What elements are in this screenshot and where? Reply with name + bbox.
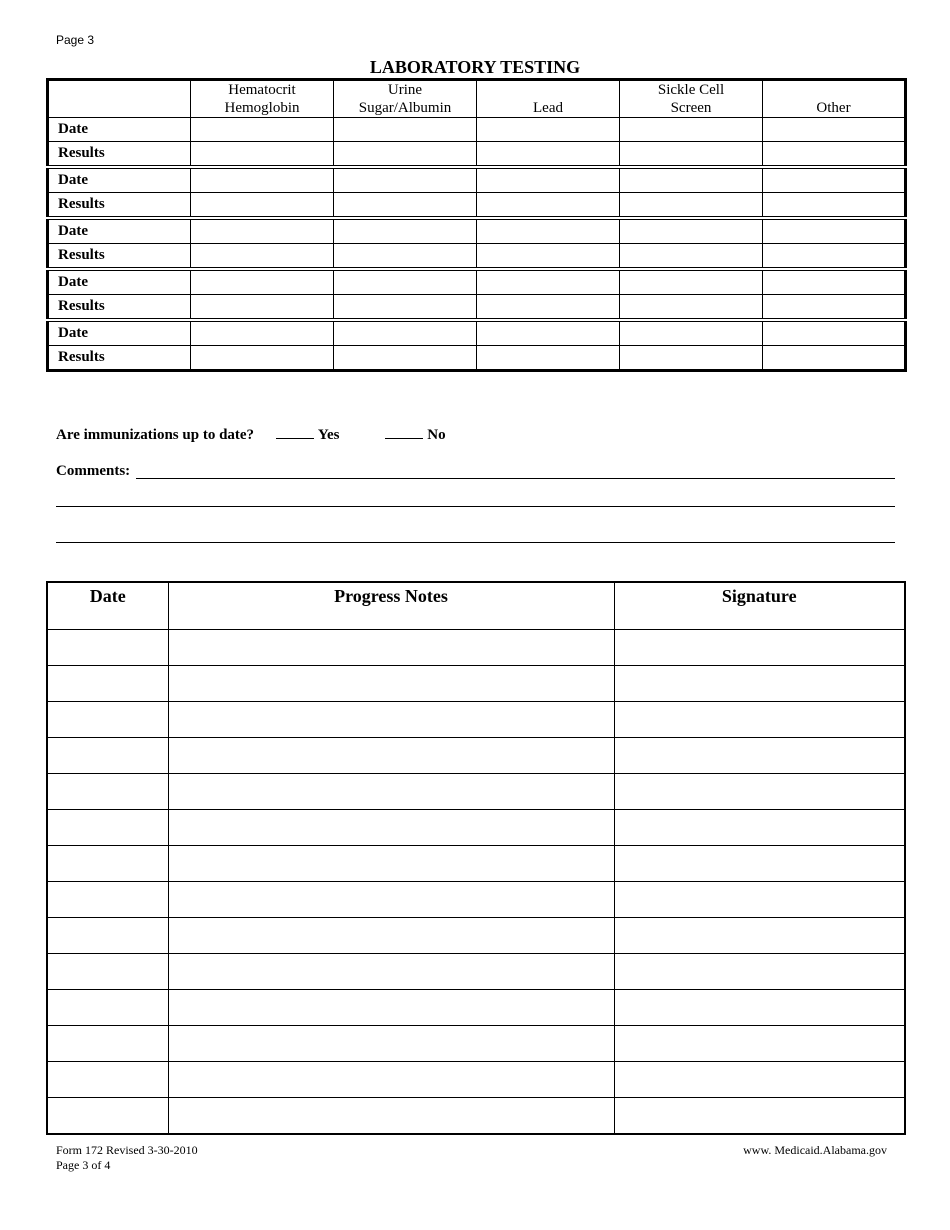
- lab-date-cell[interactable]: [191, 269, 334, 295]
- notes-row: [47, 1062, 905, 1098]
- comments-line-1[interactable]: [136, 478, 895, 479]
- immunizations-no-blank[interactable]: [385, 426, 423, 439]
- lab-results-label: Results: [48, 193, 191, 219]
- notes-header-signature: Signature: [614, 582, 905, 630]
- lab-results-label: Results: [48, 346, 191, 371]
- comments-label: Comments:: [56, 463, 131, 479]
- notes-date-cell[interactable]: [47, 954, 168, 990]
- comments-line-2[interactable]: [56, 506, 895, 507]
- notes-signature-cell[interactable]: [614, 882, 905, 918]
- footer-page-number: Page 3 of 4: [56, 1158, 111, 1172]
- lab-results-cell[interactable]: [191, 193, 334, 219]
- lab-header-hematocrit: Hematocrit Hemoglobin: [191, 80, 334, 118]
- notes-signature-cell[interactable]: [614, 1098, 905, 1135]
- notes-header-progress-notes: Progress Notes: [168, 582, 614, 630]
- notes-date-cell[interactable]: [47, 630, 168, 666]
- notes-row: [47, 882, 905, 918]
- lab-date-row: [48, 218, 906, 244]
- lab-results-row: [48, 295, 906, 321]
- immunizations-yes-label: Yes: [317, 427, 340, 443]
- notes-row: [47, 846, 905, 882]
- notes-date-cell[interactable]: [47, 1026, 168, 1062]
- lab-date-cell[interactable]: [477, 269, 620, 295]
- comments-line-3[interactable]: [56, 542, 895, 543]
- notes-row: [47, 666, 905, 702]
- notes-date-cell[interactable]: [47, 990, 168, 1026]
- lab-date-cell[interactable]: [334, 320, 477, 346]
- lab-results-cell[interactable]: [334, 295, 477, 321]
- notes-signature-cell[interactable]: [614, 666, 905, 702]
- lab-date-cell[interactable]: [477, 218, 620, 244]
- notes-signature-cell[interactable]: [614, 918, 905, 954]
- lab-date-row: [48, 167, 906, 193]
- lab-results-cell[interactable]: [191, 346, 334, 371]
- lab-date-cell[interactable]: [763, 118, 906, 142]
- notes-date-cell[interactable]: [47, 774, 168, 810]
- lab-date-cell[interactable]: [334, 269, 477, 295]
- immunizations-no-label: No: [427, 427, 446, 443]
- lab-results-cell[interactable]: [620, 346, 763, 371]
- notes-row: [47, 702, 905, 738]
- notes-header-row: [47, 582, 905, 630]
- lab-date-cell[interactable]: [191, 320, 334, 346]
- lab-date-label: Date: [48, 218, 191, 244]
- notes-progress-notes-cell[interactable]: [168, 954, 614, 990]
- lab-results-row: [48, 142, 906, 168]
- progress-notes-table: [46, 581, 906, 1135]
- footer-website: www. Medicaid.Alabama.gov: [743, 1143, 887, 1157]
- lab-date-cell[interactable]: [763, 218, 906, 244]
- lab-date-label: Date: [48, 167, 191, 193]
- lab-date-cell[interactable]: [763, 167, 906, 193]
- footer-form-revision: Form 172 Revised 3-30-2010: [56, 1143, 198, 1157]
- notes-progress-notes-cell[interactable]: [168, 774, 614, 810]
- lab-results-cell[interactable]: [620, 193, 763, 219]
- lab-results-row: [48, 193, 906, 219]
- notes-date-cell[interactable]: [47, 1098, 168, 1135]
- notes-progress-notes-cell[interactable]: [168, 702, 614, 738]
- notes-date-cell[interactable]: [47, 846, 168, 882]
- lab-date-cell[interactable]: [763, 269, 906, 295]
- notes-signature-cell[interactable]: [614, 810, 905, 846]
- notes-signature-cell[interactable]: [614, 954, 905, 990]
- lab-results-cell[interactable]: [334, 193, 477, 219]
- notes-signature-cell[interactable]: [614, 1062, 905, 1098]
- lab-results-cell[interactable]: [763, 346, 906, 371]
- lab-results-cell[interactable]: [477, 193, 620, 219]
- lab-results-cell[interactable]: [477, 295, 620, 321]
- notes-row: [47, 1026, 905, 1062]
- notes-progress-notes-cell[interactable]: [168, 738, 614, 774]
- notes-signature-cell[interactable]: [614, 990, 905, 1026]
- lab-date-cell[interactable]: [477, 320, 620, 346]
- notes-row: [47, 738, 905, 774]
- notes-signature-cell[interactable]: [614, 1026, 905, 1062]
- notes-date-cell[interactable]: [47, 702, 168, 738]
- lab-date-cell[interactable]: [334, 118, 477, 142]
- lab-results-row: [48, 346, 906, 371]
- lab-date-row: [48, 320, 906, 346]
- lab-date-cell[interactable]: [620, 320, 763, 346]
- notes-date-cell[interactable]: [47, 738, 168, 774]
- notes-signature-cell[interactable]: [614, 774, 905, 810]
- notes-date-cell[interactable]: [47, 918, 168, 954]
- notes-progress-notes-cell[interactable]: [168, 666, 614, 702]
- lab-date-label: Date: [48, 118, 191, 142]
- lab-results-cell[interactable]: [763, 142, 906, 168]
- notes-row: [47, 990, 905, 1026]
- lab-results-label: Results: [48, 142, 191, 168]
- lab-results-cell[interactable]: [763, 295, 906, 321]
- lab-header-blank: [48, 80, 191, 118]
- lab-results-cell[interactable]: [191, 142, 334, 168]
- notes-row: [47, 774, 905, 810]
- lab-header-lead: Lead: [477, 80, 620, 118]
- lab-results-cell[interactable]: [334, 244, 477, 270]
- immunizations-question-text: Are immunizations up to date?: [56, 427, 255, 443]
- lab-date-cell[interactable]: [477, 167, 620, 193]
- lab-date-cell[interactable]: [477, 118, 620, 142]
- notes-date-cell[interactable]: [47, 810, 168, 846]
- page-label: Page 3: [56, 33, 95, 47]
- notes-progress-notes-cell[interactable]: [168, 1062, 614, 1098]
- lab-date-cell[interactable]: [620, 118, 763, 142]
- immunizations-yes-blank[interactable]: [276, 426, 314, 439]
- lab-results-cell[interactable]: [477, 346, 620, 371]
- lab-date-cell[interactable]: [620, 218, 763, 244]
- lab-results-cell[interactable]: [477, 142, 620, 168]
- notes-row: [47, 954, 905, 990]
- lab-date-label: Date: [48, 269, 191, 295]
- lab-results-cell[interactable]: [334, 346, 477, 371]
- notes-progress-notes-cell[interactable]: [168, 918, 614, 954]
- notes-progress-notes-cell[interactable]: [168, 990, 614, 1026]
- notes-date-cell[interactable]: [47, 1062, 168, 1098]
- lab-date-label: Date: [48, 320, 191, 346]
- notes-date-cell[interactable]: [47, 882, 168, 918]
- lab-testing-table: [46, 78, 907, 372]
- lab-results-label: Results: [48, 295, 191, 321]
- lab-results-cell[interactable]: [334, 142, 477, 168]
- lab-results-cell[interactable]: [620, 295, 763, 321]
- lab-date-row: [48, 269, 906, 295]
- lab-results-cell[interactable]: [763, 244, 906, 270]
- notes-row: [47, 630, 905, 666]
- notes-progress-notes-cell[interactable]: [168, 630, 614, 666]
- lab-date-cell[interactable]: [620, 167, 763, 193]
- immunizations-question: [56, 426, 446, 444]
- notes-header-date: Date: [47, 582, 168, 630]
- lab-results-cell[interactable]: [477, 244, 620, 270]
- lab-results-cell[interactable]: [191, 295, 334, 321]
- lab-results-row: [48, 244, 906, 270]
- notes-progress-notes-cell[interactable]: [168, 1026, 614, 1062]
- lab-header-other: Other: [763, 80, 906, 118]
- notes-progress-notes-cell[interactable]: [168, 810, 614, 846]
- lab-results-cell[interactable]: [620, 142, 763, 168]
- notes-signature-cell[interactable]: [614, 846, 905, 882]
- notes-signature-cell[interactable]: [614, 630, 905, 666]
- lab-date-cell[interactable]: [191, 218, 334, 244]
- lab-testing-title: LABORATORY TESTING: [369, 57, 581, 77]
- lab-header-row: [48, 80, 906, 118]
- notes-signature-cell[interactable]: [614, 738, 905, 774]
- lab-date-cell[interactable]: [334, 167, 477, 193]
- lab-header-urine: Urine Sugar/Albumin: [334, 80, 477, 118]
- notes-progress-notes-cell[interactable]: [168, 1098, 614, 1135]
- notes-progress-notes-cell[interactable]: [168, 846, 614, 882]
- lab-results-cell[interactable]: [191, 244, 334, 270]
- lab-date-cell[interactable]: [334, 218, 477, 244]
- lab-results-label: Results: [48, 244, 191, 270]
- notes-signature-cell[interactable]: [614, 702, 905, 738]
- footer-form-info: [56, 1143, 198, 1173]
- lab-header-sickle-cell: Sickle Cell Screen: [620, 80, 763, 118]
- notes-row: [47, 918, 905, 954]
- notes-row: [47, 810, 905, 846]
- lab-results-cell[interactable]: [620, 244, 763, 270]
- lab-date-row: [48, 118, 906, 142]
- lab-date-cell[interactable]: [620, 269, 763, 295]
- notes-date-cell[interactable]: [47, 666, 168, 702]
- lab-results-cell[interactable]: [763, 193, 906, 219]
- lab-date-cell[interactable]: [191, 167, 334, 193]
- lab-date-cell[interactable]: [191, 118, 334, 142]
- notes-progress-notes-cell[interactable]: [168, 882, 614, 918]
- lab-date-cell[interactable]: [763, 320, 906, 346]
- notes-row: [47, 1098, 905, 1135]
